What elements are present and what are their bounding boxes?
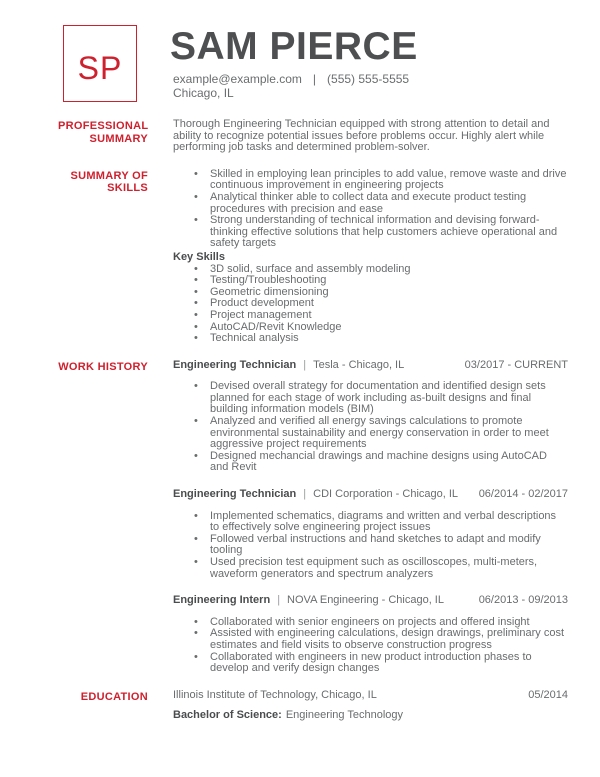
job-bullet: • Collaborated with engineers in new product introduction phases to develop and verify design changes — [210, 652, 568, 675]
section-education — [58, 690, 568, 722]
education-date: 05/2014 — [528, 688, 568, 701]
section-summary-of-skills — [58, 169, 568, 345]
header-label-column — [58, 25, 148, 102]
contact-location: Chicago, IL — [173, 86, 234, 100]
job-title-company — [173, 489, 479, 501]
job-bullet: • Devised overall strategy for documentation and identified design sets planned for each stage of work including as-built designs and final building information models (BIM) — [210, 381, 568, 416]
job-bullet-list — [173, 381, 568, 474]
key-skills-list — [173, 264, 568, 345]
key-skill-item: • Project management — [210, 310, 568, 322]
job-bullet: • Assisted with engineering calculations, design drawings, preliminary cost estimates and field visits to observe construction progress — [210, 628, 568, 651]
skills-bullet-list — [173, 169, 568, 250]
job-company: Tesla - Chicago, IL — [313, 358, 405, 371]
header-content-column — [170, 25, 568, 102]
section-label-column — [58, 690, 148, 722]
job-separator: | — [303, 488, 307, 501]
job-title: Engineering Intern — [173, 594, 271, 607]
education-label: EDUCATION — [80, 690, 148, 703]
job-bullet: • Designed mechancial drawings and machine designs using AutoCAD and Revit — [210, 451, 568, 474]
section-professional-summary — [58, 119, 568, 154]
job-dates: 06/2013 - 09/2013 — [478, 594, 568, 607]
education-degree: Engineering Technology — [285, 709, 404, 722]
section-work-history — [58, 360, 568, 675]
key-skill-item: • AutoCAD/Revit Knowledge — [210, 322, 568, 334]
job-bullet: • Analyzed and verified all energy savings calculations to promote environmental sustainability and energy conservation in order to meet aggressive project requirements — [210, 416, 568, 451]
section-label-column — [58, 169, 148, 345]
contact-line — [173, 73, 568, 86]
skill-bullet: • Strong understanding of technical information and devising forward-thinking effective solutions that help customers achieve operational and safety targets — [210, 215, 568, 250]
professional-summary-label: PROFESSIONAL SUMMARY — [58, 120, 149, 145]
contact-email: example@example.com — [173, 72, 302, 86]
professional-summary-text: Thorough Engineering Technician equipped with strong attention to detail and ability to recognize potential issues before problems occur. Highly alert while performing job tasks and determined problem-solver. — [173, 118, 550, 154]
education-content — [173, 690, 568, 722]
job-company: CDI Corporation - Chicago, IL — [313, 488, 459, 501]
job-entry — [173, 595, 568, 675]
monogram-badge — [63, 25, 137, 102]
monogram-initials: SP — [77, 50, 123, 86]
section-label-column — [58, 360, 148, 675]
job-dates: 06/2014 - 02/2017 — [478, 488, 568, 501]
job-dates: 03/2017 - CURRENT — [464, 358, 568, 371]
job-title: Engineering Technician — [173, 358, 297, 371]
skill-bullet: • Skilled in employing lean principles to add value, remove waste and drive continuous improvement in engineering projects — [210, 169, 568, 192]
job-header — [173, 595, 568, 607]
key-skill-item: • Product development — [210, 298, 568, 310]
education-degree-line — [173, 710, 568, 722]
work-history-label: WORK HISTORY — [58, 360, 148, 373]
job-bullet: • Followed verbal instructions and hand sketches to adapt and modify tooling — [210, 534, 568, 557]
education-header — [173, 690, 568, 702]
summary-of-skills-label: SUMMARY OF SKILLS — [70, 169, 148, 195]
summary-of-skills-content — [173, 169, 568, 345]
job-separator: | — [303, 358, 307, 371]
job-header — [173, 360, 568, 372]
key-skills-label: Key Skills — [173, 250, 225, 263]
section-label-column — [58, 119, 148, 154]
work-history-content — [173, 360, 568, 675]
education-degree-label: Bachelor of Science: — [173, 709, 282, 722]
job-entry — [173, 489, 568, 580]
job-bullet: • Implemented schematics, diagrams and written and verbal descriptions to effectively solve engineering project issues — [210, 511, 568, 534]
professional-summary-content — [173, 119, 568, 154]
education-school: Illinois Institute of Technology, Chicago, IL — [173, 688, 377, 701]
job-bullet: • Used precision test equipment such as oscilloscopes, multi-meters, waveform generators and spectrum analyzers — [210, 557, 568, 580]
candidate-name: SAM PIERCE — [170, 25, 418, 68]
job-separator: | — [277, 594, 281, 607]
job-header — [173, 489, 568, 501]
job-bullet-list — [173, 617, 568, 675]
skill-bullet: • Analytical thinker able to collect data and execute product testing procedures with precision and ease — [210, 192, 568, 215]
contact-separator: | — [312, 72, 317, 86]
job-title: Engineering Technician — [173, 488, 297, 501]
key-skill-item: • 3D solid, surface and assembly modeling — [210, 264, 568, 276]
key-skill-item: • Technical analysis — [210, 333, 568, 345]
contact-phone: (555) 555-5555 — [327, 72, 410, 86]
job-company: NOVA Engineering - Chicago, IL — [287, 594, 444, 607]
job-entry — [173, 360, 568, 474]
key-skill-item: • Testing/Troubleshooting — [210, 275, 568, 287]
job-bullet: • Collaborated with senior engineers on projects and offered insight — [210, 617, 568, 629]
job-title-company — [173, 360, 465, 372]
key-skill-item: • Geometric dimensioning — [210, 287, 568, 299]
resume-header — [58, 25, 568, 102]
job-title-company — [173, 595, 479, 607]
job-bullet-list — [173, 511, 568, 581]
